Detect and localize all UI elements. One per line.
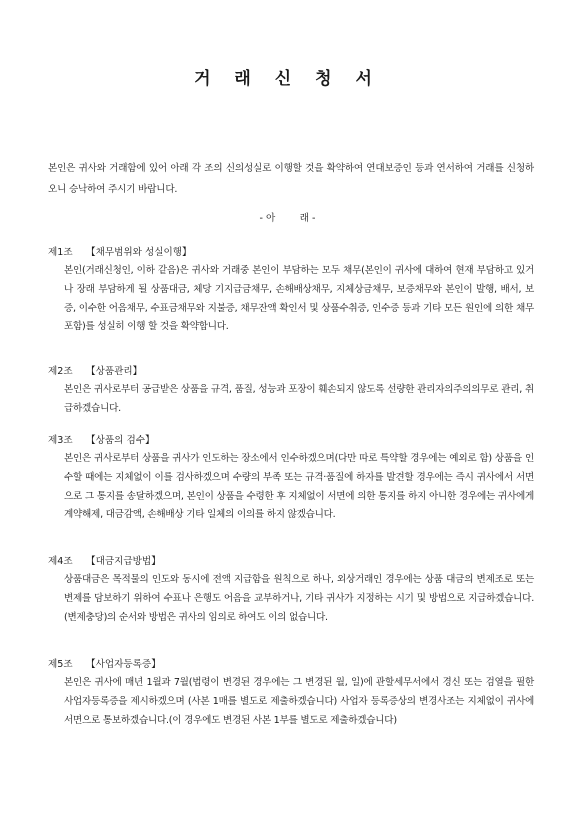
article-number: 제1조 [48, 247, 73, 258]
section-divider [0, 210, 575, 224]
article-4 [48, 553, 534, 627]
article-body: 상품대금은 목적물의 인도와 동시에 전액 지급함을 원칙으로 하나, 외상거래인 경우에는 상품 대금의 변제조로 또는 변제를 담보하기 위하여 수표나 은행도 어음을 교부하거나, 기타 귀사가 지정하는 시기 및 방법으로 지급하겠습니다. (변제충당)의 순서와 방법은 귀사의 임의로 하여도 이의 없습니다. [64, 574, 534, 623]
document-title: 거 래 신 청 서 [194, 69, 381, 89]
article-number: 제4조 [48, 556, 73, 567]
article-body: 본인은 귀사에 매년 1월과 7월(법령이 변경된 경우에는 그 변경된 월, 일)에 관할세무서에서 경신 또는 검열을 필한 사업자등록증을 제시하겠으며 (사본 1매를 별도로 제출하겠습니다) 사업자 등록증상의 변경사조는 지체없이 귀사에 서면으로 통보하겠습니다.(이 경우에도 변경된 사본 1부를 별도로 제출하겠습니다) [64, 677, 534, 726]
article-number: 제3조 [48, 435, 73, 446]
article-heading [48, 363, 534, 381]
article-title: 【상품관리】 [86, 366, 143, 377]
article-title: 【상품의 검수】 [86, 435, 155, 446]
article-number: 제5조 [48, 659, 73, 670]
article-title: 【채무범위와 성실이행】 [86, 247, 192, 258]
article-title: 【대금지급방법】 [86, 556, 161, 567]
article-heading [48, 553, 534, 571]
article-body: 본인(거래신청인, 이하 같음)은 귀사와 거래중 본인이 부담하는 모두 채무(본인이 귀사에 대하여 현재 부담하고 있거나 장래 부담하게 될 상품대금, 체당 기지급금채무, 손해배상채무, 지체상금채무, 보증채무와 본인이 발행, 배서, 보증, 이수한 어음채무, 수표금채무와 지불증, 채무잔액 확인서 및 상품수취증, 인수증 등과 기타 모든 원인에 의한 채무 포함)를 성실히 이행 할 것을 확약합니다. [64, 265, 534, 333]
article-body: 본인은 귀사로부터 공급받은 상품을 규격, 품질, 성능과 포장이 훼손되지 않도록 선량한 관리자의주의의무로 관리, 취급하겠습니다. [64, 384, 534, 414]
article-5 [48, 656, 534, 730]
article-3 [48, 432, 534, 525]
article-heading [48, 432, 534, 450]
intro-paragraph: 본인은 귀사와 거래함에 있어 아래 각 조의 신의성실로 이행할 것을 확약하여 연대보증인 등과 연서하여 거래를 신청하오니 승낙하여 주시기 바랍니다. [48, 163, 534, 195]
article-1 [48, 244, 534, 337]
divider-text: - 아 래 - [259, 213, 316, 224]
article-title: 【사업자등록증】 [86, 659, 161, 670]
article-2 [48, 363, 534, 419]
article-heading [48, 244, 534, 262]
article-number: 제2조 [48, 366, 73, 377]
article-heading [48, 656, 534, 674]
article-body: 본인은 귀사로부터 상품을 귀사가 인도하는 장소에서 인수하겠으며(다만 따로 특약할 경우에는 예외로 함) 상품을 인수할 때에는 지체없이 이를 검사하겠으며 수량의 부족 또는 규격·품질에 하자를 발견할 경우에는 즉시 귀사에서 서면으로 그 통지를 송달하겠으며, 본인이 상품을 수령한 후 지체없이 서면에 의한 통지를 하지 아니한 경우에는 귀사에게 계약해제, 대금감액, 손해배상 기타 일체의 이의를 하지 않겠습니다. [64, 453, 534, 521]
